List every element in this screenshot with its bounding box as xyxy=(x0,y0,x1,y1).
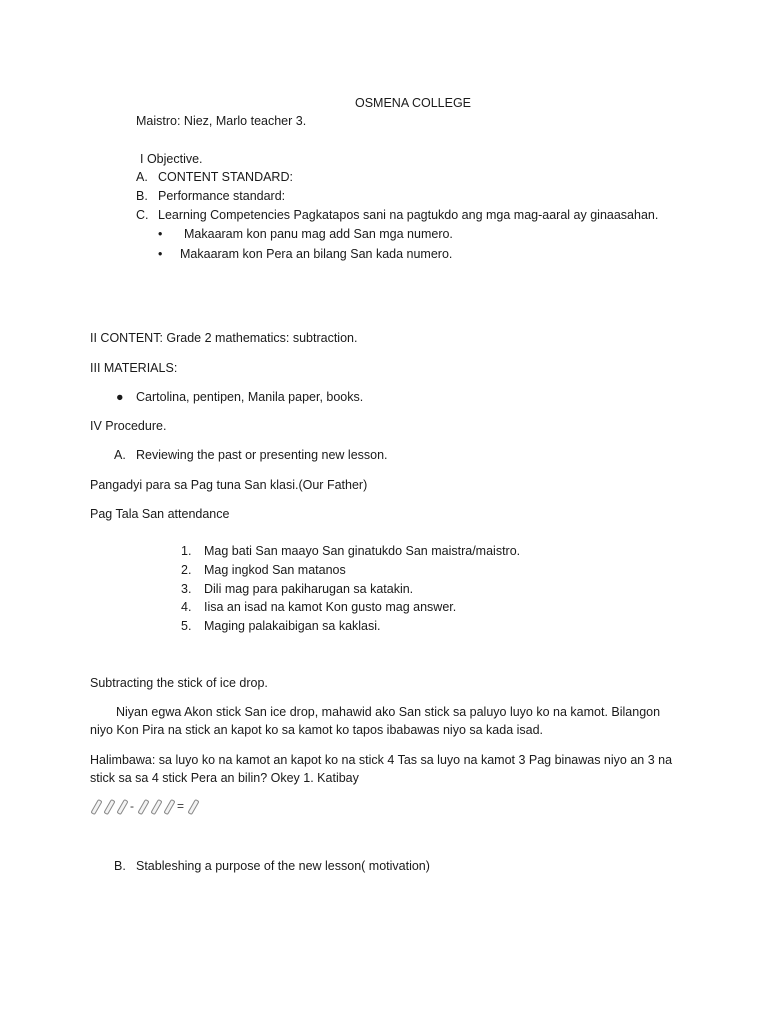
list-item-text: Mag ingkod San matanos xyxy=(204,563,346,577)
ice-stick-icon xyxy=(163,799,174,813)
list-item-number: 3. xyxy=(181,582,192,596)
bullet-text: Makaaram kon panu mag add San mga numero. xyxy=(184,227,453,241)
ice-stick-icon xyxy=(116,799,127,813)
bullet-text: Cartolina, pentipen, Manila paper, books. xyxy=(136,390,364,404)
ice-stick-icon xyxy=(150,799,161,813)
college-title: OSMENA COLLEGE xyxy=(355,96,472,110)
list-item-text: Maging palakaibigan sa kaklasi. xyxy=(204,619,381,633)
content-heading: II CONTENT: Grade 2 mathematics: subtraction. xyxy=(90,331,358,345)
list-item-number: 5. xyxy=(181,619,192,633)
objective-item-label: C. xyxy=(136,208,149,222)
ice-stick-icon xyxy=(90,799,101,813)
objective-item-label: B. xyxy=(136,189,148,203)
example-paragraph: Halimbawa: sa luyo ko na kamot an kapot ko na stick 4 Tas sa luyo na kamot 3 Pag binawas niyo an 3 na stick sa sa 4 stick Pera an bilin? Okey 1. Katibay xyxy=(90,753,673,785)
section-title: Stableshing a purpose of the new lesson( motivation) xyxy=(136,859,430,873)
ice-stick-icon xyxy=(137,799,148,813)
attendance-line: Pag Tala San attendance xyxy=(90,507,230,521)
prayer-line: Pangadyi para sa Pag tuna San klasi.(Our Father) xyxy=(90,478,368,492)
section-label: B. xyxy=(114,859,126,873)
activity-paragraph: Niyan egwa Akon stick San ice drop, mahawid ako San stick sa paluyo luyo ko na kamot. Bilangon niyo Kon Pira na stick an kapot ko sa kamot ko tapos ibabawas niyo sa kada isad. xyxy=(90,705,661,737)
minus-sign: - xyxy=(130,799,134,813)
objective-item-text: Performance standard: xyxy=(158,189,286,203)
section-title: Reviewing the past or presenting new lesson. xyxy=(136,448,388,462)
stick-equation xyxy=(90,796,198,816)
objective-item-label: A. xyxy=(136,170,148,184)
bullet-icon: ● xyxy=(116,390,124,404)
procedure-heading: IV Procedure. xyxy=(90,419,167,433)
ice-stick-icon xyxy=(187,799,198,813)
objective-heading: I Objective. xyxy=(140,152,203,166)
ice-stick-icon xyxy=(103,799,114,813)
list-item-text: Dili mag para pakiharugan sa katakin. xyxy=(204,582,414,596)
objective-item-text: Learning Competencies Pagkatapos sani na pagtukdo ang mga mag-aaral ay ginaasahan. xyxy=(158,208,659,222)
list-item-text: Iisa an isad na kamot Kon gusto mag answer. xyxy=(204,600,457,614)
list-item-number: 2. xyxy=(181,563,192,577)
list-item-number: 1. xyxy=(181,544,192,558)
list-item-number: 4. xyxy=(181,600,192,614)
bullet-text: Makaaram kon Pera an bilang San kada numero. xyxy=(180,247,453,261)
equals-sign: = xyxy=(177,799,185,813)
bullet-icon: • xyxy=(158,247,163,261)
teacher-line: Maistro: Niez, Marlo teacher 3. xyxy=(136,114,307,128)
activity-title: Subtracting the stick of ice drop. xyxy=(90,676,268,690)
bullet-icon: • xyxy=(158,227,163,241)
objective-item-text: CONTENT STANDARD: xyxy=(158,170,293,184)
materials-heading: III MATERIALS: xyxy=(90,361,178,375)
list-item-text: Mag bati San maayo San ginatukdo San maistra/maistro. xyxy=(204,544,521,558)
section-label: A. xyxy=(114,448,126,462)
